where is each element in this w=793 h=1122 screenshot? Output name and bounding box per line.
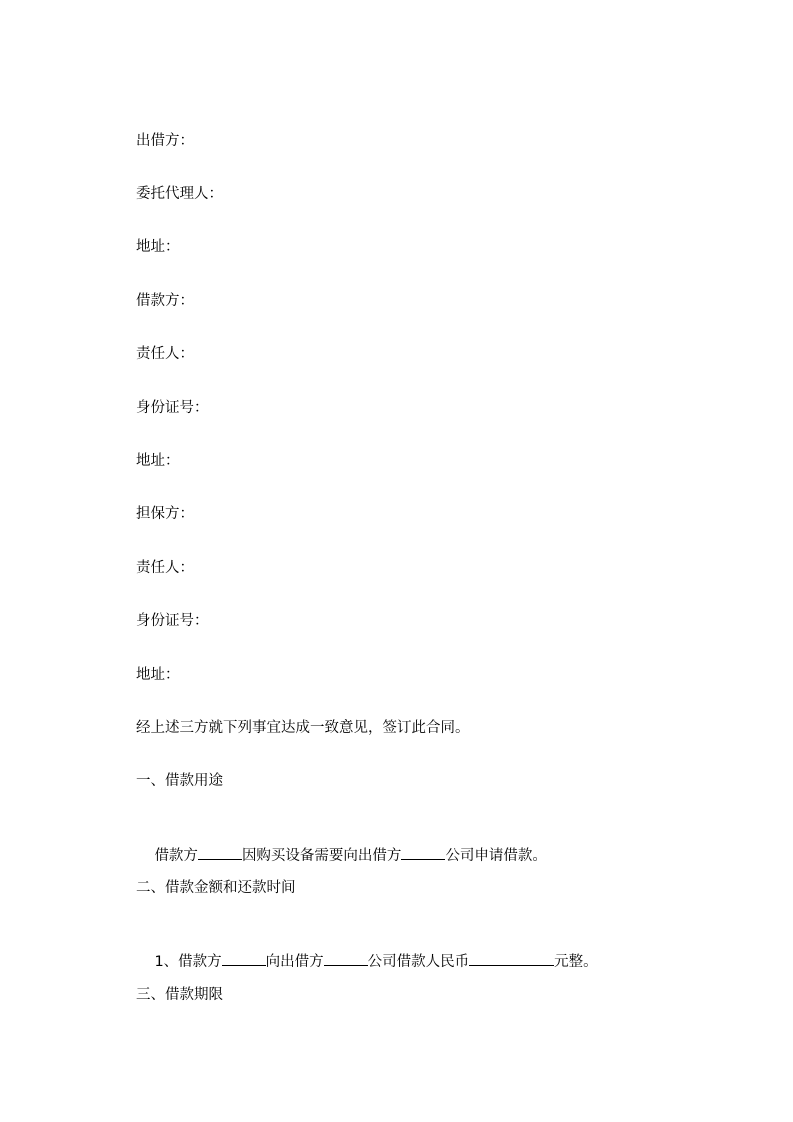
borrower-responsible-label: 责任人：: [136, 346, 194, 362]
guarantor-responsible-label: 责任人：: [136, 560, 194, 576]
purpose-paragraph: [136, 825, 547, 886]
amount-lender-blank: [324, 951, 368, 966]
borrower-address-label: 地址：: [136, 453, 180, 469]
borrower-label: 借款方：: [136, 293, 194, 309]
lender-label: 出借方：: [136, 133, 194, 149]
guarantor-label: 担保方：: [136, 506, 194, 522]
borrower-id-label: 身份证号：: [136, 400, 209, 416]
section-heading-term: 三、借款期限: [136, 987, 223, 1003]
amount-text-4: 元整。: [554, 954, 598, 970]
lender-address-label: 地址：: [136, 239, 180, 255]
purpose-text-1: 借款方: [154, 848, 198, 864]
lender-name-blank: [401, 845, 445, 860]
amount-text-1: 1、借款方: [154, 954, 222, 970]
purpose-text-2: 因购买设备需要向出借方: [241, 848, 402, 864]
amount-paragraph: [136, 931, 598, 992]
section-heading-purpose: 一、借款用途: [136, 773, 223, 789]
borrower-name-blank: [198, 845, 242, 860]
lender-agent-label: 委托代理人：: [136, 186, 223, 202]
guarantor-address-label: 地址：: [136, 667, 180, 683]
amount-borrower-blank: [222, 951, 266, 966]
amount-text-2: 向出借方: [265, 954, 324, 970]
section-heading-amount: 二、借款金额和还款时间: [136, 880, 296, 896]
contract-intro: 经上述三方就下列事宜达成一致意见，签订此合同。: [136, 720, 470, 736]
purpose-text-3: 公司申请借款。: [445, 848, 547, 864]
amount-text-3: 公司借款人民币: [367, 954, 470, 970]
amount-value-blank: [469, 951, 554, 966]
guarantor-id-label: 身份证号：: [136, 613, 209, 629]
